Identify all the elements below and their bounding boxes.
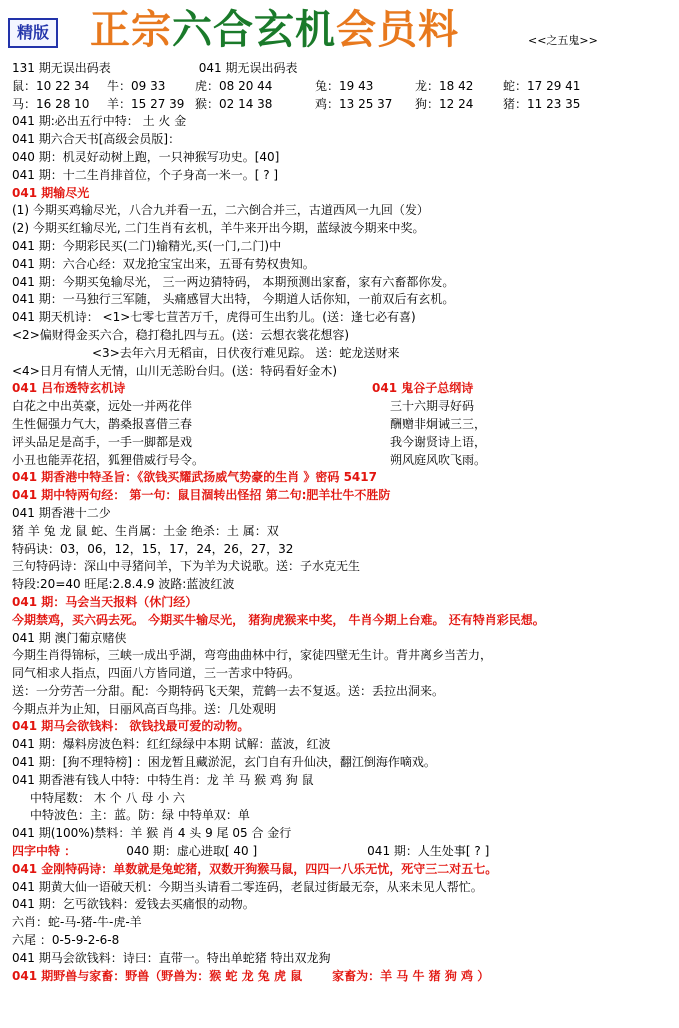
poem-left-line: 小丑也能弄花招，狐狸借威行号令。: [12, 452, 205, 467]
poem-heading-right: 041 鬼谷子总纲诗: [372, 381, 474, 396]
zodiac-row-1: [12, 78, 672, 96]
heading-131: 131 期无误出码表: [12, 61, 111, 75]
zodiac-cell: 龙：18 42: [415, 78, 474, 93]
section-heading: 041 期输尽光: [12, 185, 90, 200]
text-line: <2>偏财得金买六合，稳打稳扎四与五。(送：云想衣裳花想容): [12, 327, 350, 342]
poem-right-line: 三十六期寻好码: [390, 399, 475, 414]
text-line: 中特尾数： 木 个 八 母 小 六: [30, 790, 185, 805]
title-part-3: 会员料: [336, 6, 459, 53]
text-line: <4>日月有情人无情，山川无恙盼台归。(送：特码看好金木): [12, 363, 338, 378]
section-heading: 041 期香港中特圣旨：《欲钱买耀武扬威气势豪的生肖 》密码 5417: [12, 470, 377, 485]
livestock: 家畜为：羊 马 牛 猪 狗 鸡 ）: [332, 968, 490, 983]
poem-row: [12, 434, 672, 452]
edition-badge: 精版: [8, 18, 58, 48]
text-line: 三句特码诗：深山中寻猪问羊，下为羊为犬说歌。送：子水克无生: [12, 559, 361, 574]
zodiac-cell: 马：16 28 10: [12, 96, 90, 111]
document-body: [12, 60, 672, 985]
zodiac-row-2: [12, 96, 672, 114]
poem-row: [12, 416, 672, 434]
text-line: 041 期(100%)禁料：羊 猴 肖 4 头 9 尾 05 合 金行: [12, 826, 292, 841]
page-header: [0, 0, 679, 60]
section-heading: 041 期中特两句经： 第一句：鼠目涸转出怪招 第二句:肥羊壮牛不胜防: [12, 488, 391, 503]
page-title: [90, 6, 459, 54]
zodiac-cell: 狗：12 24: [415, 96, 474, 111]
zodiac-cell: 鼠：10 22 34: [12, 78, 90, 93]
text-line: <3>去年六月无稻亩，日伏夜行难见踪。 送：蛇龙送财来: [92, 345, 400, 360]
zodiac-cell: 猴：02 14 38: [195, 96, 273, 111]
section-heading: 041 期马会欲钱料： 欲钱找最可爱的动物。: [12, 719, 250, 734]
title-part-1: 正宗: [90, 6, 172, 53]
text-line: 特段:20=40 旺尾:2.8.4.9 波路:蓝波红波: [12, 577, 235, 592]
text-line: 041 期天机诗： <1>七零七荁苦万千，虎得可生出豹儿。(送：逢七必有喜): [12, 310, 416, 325]
code-table-heading: [12, 60, 672, 78]
text-line: 猪 羊 兔 龙 鼠 蛇、生肖属：土金 绝杀：土 属：双: [12, 523, 279, 538]
text-line: 041 期：今期彩民买(二门)输精光,买(一门,二门)中: [12, 238, 282, 253]
highlight-line: 041 金刚特码诗：单数就是兔蛇猪，双数开狗猴马鼠，四四一八乐无忧，死守三二对五七。: [12, 861, 498, 876]
text-line: 041 期：乞丐欲钱料：爱钱去买痛恨的动物。: [12, 897, 255, 912]
page-subtitle: <<之五鬼>>: [528, 34, 598, 47]
text-line: 041 期香港有钱人中特：中特生肖：龙 羊 马 猴 鸡 狗 鼠: [12, 772, 314, 787]
text-line: 同气相求人指点，四面八方皆同道，三一苦求中特码。: [12, 666, 301, 681]
text-line: 040 期：机灵好动树上跑，一只神猴写功史。[40]: [12, 149, 280, 164]
text-line-split: [12, 843, 672, 861]
text-line: 041 期：六合心经：双龙抢宝宝出来，五哥有势权贵知。: [12, 256, 315, 271]
zodiac-cell: 鸡：13 25 37: [315, 96, 393, 111]
text-line: 六肖：蛇-马-猪-牛-虎-羊: [12, 915, 142, 930]
poem-right-line: 朔风庭风吹飞雨。: [390, 452, 487, 467]
text-line: 041 期：一马独行三军随， 头痛感冒大出特， 今期道人话你知，一前双后有玄机。: [12, 292, 455, 307]
zodiac-cell: 兔：19 43: [315, 78, 374, 93]
text-line: 今期点并为止知，日丽风高百鸟排。送：几处观明: [12, 701, 277, 716]
text-line: 041 期：[狗不理特榜] ：困龙暂且藏淤泥，玄门自有升仙决，翻江倒海作嘀戏。: [12, 755, 436, 770]
poem-left-line: 评头品足是高手，一手一脚都是戏: [12, 434, 193, 449]
text-line: 041 期马会欲钱料：诗曰：直带一。特出单蛇猪 特出双龙狗: [12, 950, 331, 965]
poem-heading-left: 041 吕布透特玄机诗: [12, 381, 126, 396]
zodiac-cell: 牛：09 33: [107, 78, 166, 93]
text-line: 041 期 澳门葡京赌侠: [12, 630, 127, 645]
text-line: 041 期:必出五行中特： 土 火 金: [12, 114, 187, 129]
zodiac-cell: 羊：15 27 39: [107, 96, 185, 111]
text-line: 特码诀：03，06，12，15，17，24，26，27，32: [12, 541, 294, 556]
text-line: 六尾 ：0-5-9-2-6-8: [12, 933, 120, 948]
zodiac-cell: 猪：11 23 35: [503, 96, 581, 111]
text-line: 今期生肖得锦标，三峡一成出乎湖，弯弯曲曲林中行，家徒四壁无生计。背井离乡当苦力，: [12, 648, 493, 663]
text-line: 041 期：十二生肖排首位，个子身高一米一。[ ? ]: [12, 167, 279, 182]
period-040: 040 期：虚心进取[ 40 ]: [126, 844, 258, 859]
poem-row: [12, 398, 672, 416]
text-line: (1) 今期买鸡输尽光，八合九并看一五，二六倒合并三，古道西风一九回（发）: [12, 203, 429, 218]
poem-right-line: 酬赠非炯诫三三，: [390, 416, 487, 431]
section-heading: 041 期：马会当天报料（休门经）: [12, 594, 198, 609]
four-char-heading: 四字中特 ：: [12, 844, 77, 859]
text-line: (2) 今期买红输尽光, 二门生肖有玄机，羊牛来开出今期，蓝绿波今期来中奖。: [12, 221, 425, 236]
text-line: 041 期黄大仙一语破天机：今期当头请看二零连码，老鼠过街最无奈，从来未见人帮忙。: [12, 879, 483, 894]
poem-right-line: 我今谢贤诗上语，: [390, 434, 487, 449]
text-line: 送：一分劳苦一分甜。配：今期特码飞天架，荒鹤一去不复返。送：丢拉出洞来。: [12, 683, 445, 698]
poem-left-line: 生性倔强力气大，鹊桑报喜借三春: [12, 416, 193, 431]
wild-beasts: 041 期野兽与家畜：野兽（野兽为：猴 蛇 龙 兔 虎 鼠: [12, 968, 303, 983]
poem-headings: [12, 380, 672, 398]
poem-left-line: 白花之中出英豪，远处一并两花伴: [12, 399, 193, 414]
zodiac-cell: 蛇：17 29 41: [503, 78, 581, 93]
text-line: 041 期：今期买兔输尽光， 三一两边猜特码， 本期预测出家畜，家有六畜都你发。: [12, 274, 455, 289]
zodiac-cell: 虎：08 20 44: [195, 78, 273, 93]
text-line: 中特波色：主：蓝。防：绿 中特单双：单: [30, 808, 250, 823]
poem-row: [12, 452, 672, 470]
highlight-line: 今期禁鸡，买六码去死。 今期买牛输尽光， 猪狗虎猴来中奖， 牛肖今期上台难。 还有特肖彩民想。: [12, 612, 545, 627]
highlight-line: [12, 968, 672, 986]
text-line: 041 期香港十二少: [12, 505, 111, 520]
title-part-2: 六合玄机: [172, 6, 336, 53]
period-041: 041 期：人生处事[ ? ]: [367, 844, 490, 859]
text-line: 041 期：爆料房波色料：红红绿绿中本期 试解：蓝波，红波: [12, 737, 331, 752]
text-line: 041 期六合天书[高级会员版]：: [12, 132, 181, 147]
heading-041: 041 期无误出码表: [198, 61, 298, 75]
